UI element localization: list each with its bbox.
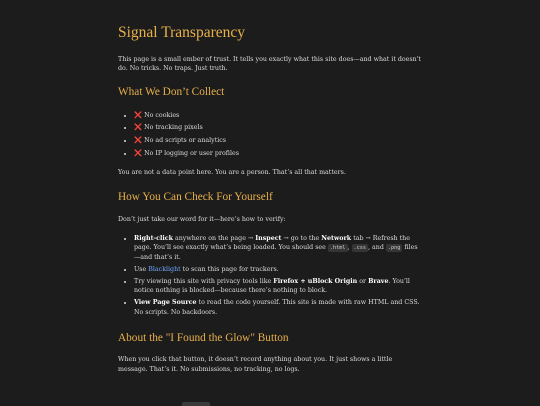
collect-outro: You are not a data point here. You are a person. That’s all that matters. (118, 168, 346, 176)
cross-mark-icon: ❌ (134, 136, 143, 145)
page-title: Signal Transparency (118, 24, 246, 41)
list-item: • ❌ No tracking pixels (134, 122, 422, 133)
list-item-privacy-tools: • Try viewing this site with privacy tools like Firefox + uBlock Origin or Brave. You’ll notice nothing is blocked—because there’s nothing to block. (134, 277, 422, 297)
list-item-view-source: • View Page Source to read the code yourself. This site is made with raw HTML and CSS. No scripts. No backdoors. (134, 298, 422, 318)
cross-mark-icon: ❌ (134, 148, 143, 157)
glow-button[interactable] (182, 402, 210, 406)
section-heading-collect: What We Don’t Collect (118, 86, 225, 99)
cross-mark-icon: ❌ (134, 123, 143, 132)
section-heading-check: How You Can Check For Yourself (118, 191, 273, 204)
blacklight-link[interactable]: Blacklight (148, 265, 181, 273)
check-list (118, 234, 422, 318)
code-css: .css (353, 245, 367, 252)
code-html: .html (329, 245, 346, 252)
intro-paragraph: This page is a small ember of trust. It tells you exactly what this site does—and what it doesn't do. No tricks. No traps. Just truth. (118, 55, 421, 73)
list-item-network: • Right-click anywhere on the page → Inspect → go to the Network tab → Refresh the page. You’ll see exactly what’s being loaded. You should see .html , .css , and .png files—and that’s it. (134, 234, 422, 263)
section-heading-glow: About the "I Found the Glow" Button (118, 331, 289, 344)
page-content (118, 0, 422, 375)
collect-list (118, 110, 422, 159)
cross-mark-icon: ❌ (134, 110, 143, 119)
check-intro: Don’t just take our word for it—here’s how to verify: (118, 215, 286, 223)
list-item: • ❌ No ad scripts or analytics (134, 135, 422, 146)
list-item: • ❌ No IP logging or user profiles (134, 148, 422, 159)
list-item: • ❌ No cookies (134, 110, 422, 121)
list-item-blacklight: • Use Blacklight to scan this page for trackers. (134, 265, 422, 275)
glow-paragraph: When you click that button, it doesn’t record anything about you. It just shows a little message. That’s it. No submissions, no tracking, no logs. (118, 356, 393, 373)
code-png: .png (387, 245, 401, 252)
